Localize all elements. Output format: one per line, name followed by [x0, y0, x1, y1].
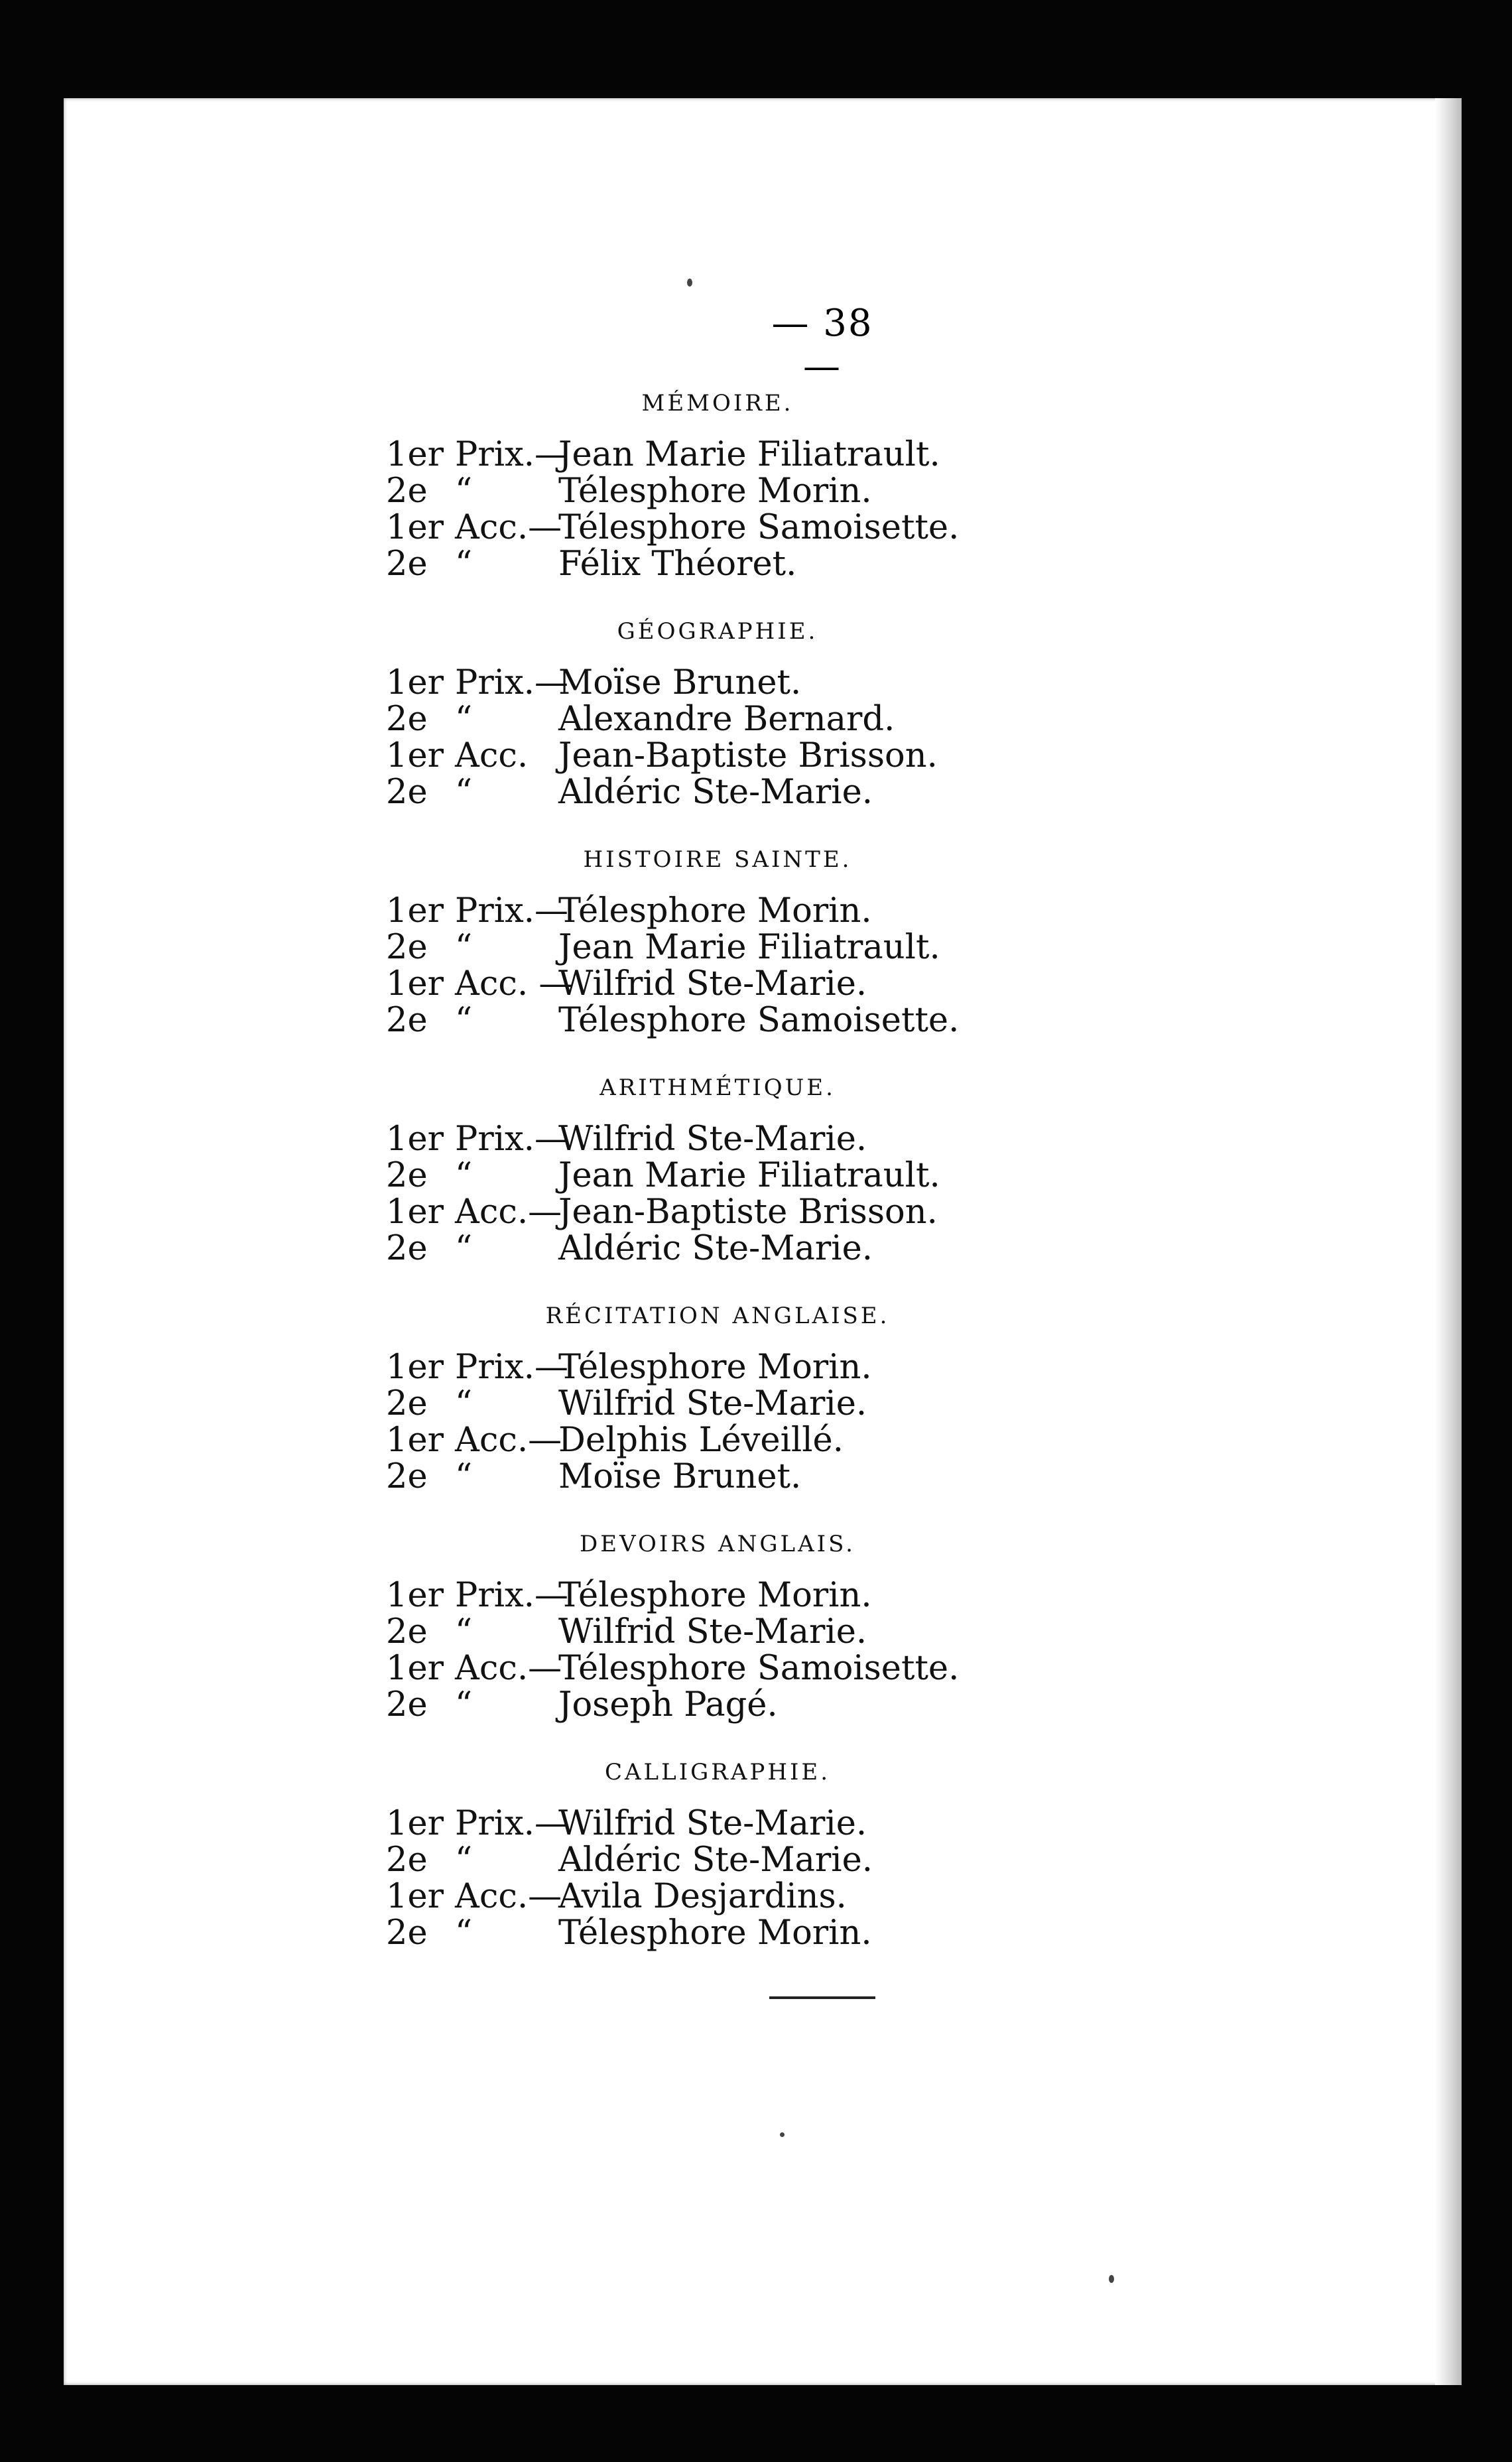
- page-edge: [1435, 98, 1462, 2385]
- section-geographie: [386, 618, 1049, 810]
- entry-row: [386, 1157, 1049, 1194]
- entry-row: [386, 1458, 1049, 1495]
- entry-rank: 2e: [386, 1384, 428, 1423]
- entry-award: Acc.—: [455, 1421, 562, 1460]
- entry-rank: 2e: [386, 1685, 428, 1724]
- entry-rank: 2e: [386, 773, 428, 812]
- entry-row: [386, 473, 1049, 509]
- page-number: — 38 —: [771, 302, 873, 388]
- entry-award: “: [455, 1913, 473, 1953]
- entry-rank: 1er: [386, 663, 444, 702]
- entry-award: “: [455, 1001, 473, 1040]
- ink-speck: [1109, 2275, 1114, 2283]
- section-title: RÉCITATION ANGLAISE.: [545, 1303, 890, 1329]
- entry-row: [386, 1805, 1049, 1842]
- section-title: ARITHMÉTIQUE.: [599, 1074, 836, 1101]
- entry-name: Alexandre Bernard.: [558, 700, 895, 739]
- entry-award: Prix.—: [455, 435, 568, 474]
- entry-award: “: [455, 1156, 473, 1195]
- entry-row: [386, 1915, 1049, 1951]
- entry-row: [386, 1842, 1049, 1878]
- entry-name: Télesphore Morin.: [558, 1913, 872, 1953]
- entry-award: Acc.—: [455, 1649, 562, 1688]
- entry-rank: 1er: [386, 736, 444, 775]
- entry-row: [386, 929, 1049, 966]
- entry-row: [386, 509, 1049, 546]
- entry-award: “: [455, 545, 473, 584]
- entry-name: Jean-Baptiste Brisson.: [558, 736, 938, 775]
- entry-name: Télesphore Morin.: [558, 1576, 872, 1615]
- entry-name: Télesphore Samoisette.: [558, 1001, 960, 1040]
- entry-name: Jean Marie Filiatrault.: [558, 435, 940, 474]
- entry-award: “: [455, 1841, 473, 1880]
- section-recitation-anglaise: [386, 1303, 1049, 1495]
- entry-name: Télesphore Morin.: [558, 891, 872, 931]
- entry-row: [386, 1002, 1049, 1039]
- entry-rank: 2e: [386, 472, 428, 511]
- entry-award: Prix.—: [455, 663, 568, 702]
- entry-name: Wilfrid Ste-Marie.: [558, 1384, 867, 1423]
- entry-rank: 1er: [386, 1649, 444, 1688]
- entry-name: Joseph Pagé.: [558, 1685, 778, 1724]
- entry-row: [386, 893, 1049, 929]
- section-title: CALLIGRAPHIE.: [604, 1759, 831, 1785]
- entry-rank: 1er: [386, 891, 444, 931]
- entry-row: [386, 1194, 1049, 1230]
- entry-row: [386, 966, 1049, 1002]
- entry-name: Delphis Léveillé.: [558, 1421, 844, 1460]
- section-histoire-sainte: [386, 846, 1049, 1039]
- ink-speck: [780, 2132, 785, 2137]
- entry-award: “: [455, 472, 473, 511]
- entry-award: “: [455, 1229, 473, 1268]
- entry-award: “: [455, 1384, 473, 1423]
- entry-row: [386, 1650, 1049, 1687]
- entry-award: Prix.—: [455, 891, 568, 931]
- entry-row: [386, 1386, 1049, 1422]
- entry-rank: 1er: [386, 1576, 444, 1615]
- entry-award: “: [455, 1685, 473, 1724]
- section-memoire: [386, 390, 1049, 582]
- entry-row: [386, 1230, 1049, 1267]
- section-calligraphie: [386, 1759, 1049, 1951]
- entry-rank: 2e: [386, 1841, 428, 1880]
- section-title: HISTOIRE SAINTE.: [583, 846, 852, 873]
- entry-rank: 1er: [386, 1421, 444, 1460]
- section-title: GÉOGRAPHIE.: [617, 618, 818, 645]
- entry-rank: 2e: [386, 1913, 428, 1953]
- section-title: MÉMOIRE.: [641, 390, 794, 417]
- entry-rank: 1er: [386, 508, 444, 547]
- entry-row: [386, 1577, 1049, 1614]
- entry-row: [386, 1349, 1049, 1386]
- entry-name: Wilfrid Ste-Marie.: [558, 964, 867, 1004]
- entry-row: [386, 1121, 1049, 1157]
- entry-rank: 2e: [386, 1156, 428, 1195]
- entry-name: Jean Marie Filiatrault.: [558, 1156, 940, 1195]
- entry-rank: 1er: [386, 1348, 444, 1387]
- entry-row: [386, 1878, 1049, 1915]
- entry-row: [386, 774, 1049, 810]
- entry-name: Aldéric Ste-Marie.: [558, 1841, 873, 1880]
- entry-award: Acc. —: [455, 964, 573, 1004]
- entry-row: [386, 1422, 1049, 1458]
- entry-row: [386, 546, 1049, 582]
- entry-award: “: [455, 773, 473, 812]
- entry-rank: 1er: [386, 1120, 444, 1159]
- entry-name: Jean-Baptiste Brisson.: [558, 1193, 938, 1232]
- entry-row: [386, 1614, 1049, 1650]
- section-title: DEVOIRS ANGLAIS.: [580, 1531, 855, 1557]
- entry-award: Acc.—: [455, 508, 562, 547]
- entry-award: “: [455, 700, 473, 739]
- entry-rank: 1er: [386, 1877, 444, 1916]
- entry-name: Télesphore Morin.: [558, 1348, 872, 1387]
- entry-award: “: [455, 928, 473, 967]
- entry-rank: 1er: [386, 1193, 444, 1232]
- entry-rank: 1er: [386, 964, 444, 1004]
- entry-name: Wilfrid Ste-Marie.: [558, 1612, 867, 1652]
- entry-rank: 1er: [386, 1804, 444, 1843]
- entry-name: Moïse Brunet.: [558, 663, 802, 702]
- entry-rank: 2e: [386, 545, 428, 584]
- entry-row: [386, 665, 1049, 701]
- entry-name: Télesphore Morin.: [558, 472, 872, 511]
- ink-speck: [687, 279, 692, 287]
- entry-award: Prix.—: [455, 1120, 568, 1159]
- entry-award: Acc.: [455, 736, 529, 775]
- entry-award: Acc.—: [455, 1193, 562, 1232]
- entry-award: “: [455, 1612, 473, 1652]
- entry-rank: 2e: [386, 1612, 428, 1652]
- entry-rank: 1er: [386, 435, 444, 474]
- entry-rank: 2e: [386, 700, 428, 739]
- entry-name: Jean Marie Filiatrault.: [558, 928, 940, 967]
- entry-name: Télesphore Samoisette.: [558, 508, 960, 547]
- entry-award: Acc.—: [455, 1877, 562, 1916]
- entry-name: Moïse Brunet.: [558, 1457, 802, 1496]
- entry-row: [386, 436, 1049, 473]
- entry-rank: 2e: [386, 1001, 428, 1040]
- entry-row: [386, 1687, 1049, 1723]
- entry-rank: 2e: [386, 1229, 428, 1268]
- entry-name: Avila Desjardins.: [558, 1877, 847, 1916]
- entry-name: Wilfrid Ste-Marie.: [558, 1120, 867, 1159]
- entry-row: [386, 738, 1049, 774]
- entry-name: Aldéric Ste-Marie.: [558, 1229, 873, 1268]
- section-devoirs-anglais: [386, 1531, 1049, 1723]
- entry-name: Télesphore Samoisette.: [558, 1649, 960, 1688]
- entry-award: “: [455, 1457, 473, 1496]
- entry-row: [386, 701, 1049, 738]
- entry-award: Prix.—: [455, 1348, 568, 1387]
- entry-name: Félix Théoret.: [558, 545, 797, 584]
- section-arithmetique: [386, 1074, 1049, 1267]
- entry-name: Wilfrid Ste-Marie.: [558, 1804, 867, 1843]
- entry-name: Aldéric Ste-Marie.: [558, 773, 873, 812]
- entry-rank: 2e: [386, 928, 428, 967]
- entry-award: Prix.—: [455, 1576, 568, 1615]
- entry-award: Prix.—: [455, 1804, 568, 1843]
- entry-rank: 2e: [386, 1457, 428, 1496]
- closing-rule: [769, 1996, 875, 1999]
